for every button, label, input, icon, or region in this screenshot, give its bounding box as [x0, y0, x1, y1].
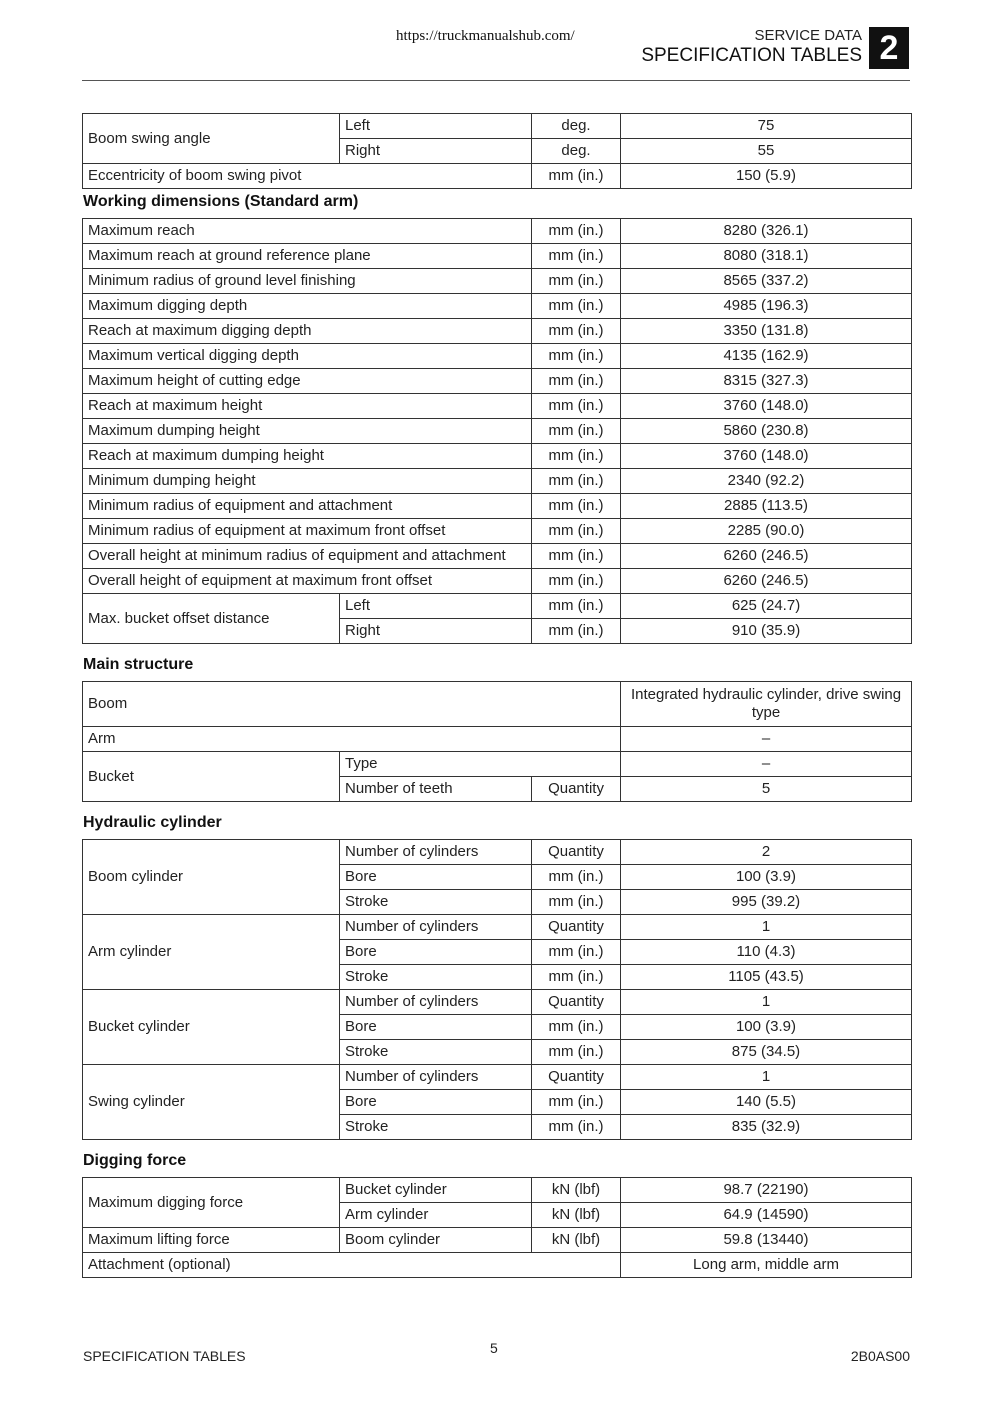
table-row	[83, 244, 912, 269]
dimension-label: Minimum dumping height	[83, 469, 532, 494]
table-row	[83, 1253, 912, 1278]
bucket-type-label: Type	[340, 752, 621, 777]
cylinder-name: Bucket cylinder	[83, 990, 340, 1065]
cylinder-param-unit: mm (in.)	[532, 1115, 621, 1140]
dimension-value: 6260 (246.5)	[621, 544, 912, 569]
cylinder-param-unit: mm (in.)	[532, 1090, 621, 1115]
cylinder-param-label: Stroke	[340, 1115, 532, 1140]
dimension-unit: mm (in.)	[532, 494, 621, 519]
table-row	[83, 752, 912, 777]
cylinder-param-unit: Quantity	[532, 915, 621, 940]
cylinder-param-label: Bore	[340, 1090, 532, 1115]
table-row	[83, 269, 912, 294]
header-section: SERVICE DATA	[754, 27, 862, 44]
offset-right-value: 910 (35.9)	[621, 619, 912, 644]
table-row	[83, 727, 912, 752]
cylinder-param-value: 100 (3.9)	[621, 1015, 912, 1040]
bucket-cylinder-label: Bucket cylinder	[340, 1178, 532, 1203]
header-title: SPECIFICATION TABLES	[641, 45, 862, 66]
cylinder-param-value: 875 (34.5)	[621, 1040, 912, 1065]
cylinder-param-value: 2	[621, 840, 912, 865]
dimension-value: 6260 (246.5)	[621, 569, 912, 594]
dimension-value: 3760 (148.0)	[621, 394, 912, 419]
dimension-unit: mm (in.)	[532, 569, 621, 594]
table-row	[83, 594, 912, 619]
cylinder-param-unit: Quantity	[532, 840, 621, 865]
dimension-unit: mm (in.)	[532, 419, 621, 444]
dimension-unit: mm (in.)	[532, 544, 621, 569]
dimension-unit: mm (in.)	[532, 469, 621, 494]
table-row	[83, 1178, 912, 1203]
boom-label: Boom	[83, 682, 621, 727]
dimension-value: 5860 (230.8)	[621, 419, 912, 444]
dimension-label: Minimum radius of equipment and attachment	[83, 494, 532, 519]
cylinder-param-unit: mm (in.)	[532, 940, 621, 965]
dimension-unit: mm (in.)	[532, 519, 621, 544]
cylinder-name: Arm cylinder	[83, 915, 340, 990]
dimension-value: 3760 (148.0)	[621, 444, 912, 469]
max-digging-force-label: Maximum digging force	[83, 1178, 340, 1228]
cylinder-param-value: 140 (5.5)	[621, 1090, 912, 1115]
table-row	[83, 1065, 912, 1090]
dimension-value: 4135 (162.9)	[621, 344, 912, 369]
bucket-label: Bucket	[83, 752, 340, 802]
table-row	[83, 494, 912, 519]
dimension-label: Maximum height of cutting edge	[83, 369, 532, 394]
cylinder-param-label: Bore	[340, 865, 532, 890]
table-row	[83, 394, 912, 419]
dimension-unit: mm (in.)	[532, 369, 621, 394]
cylinder-name: Boom cylinder	[83, 840, 340, 915]
dimension-unit: mm (in.)	[532, 219, 621, 244]
cylinder-param-label: Number of cylinders	[340, 1065, 532, 1090]
table-row	[83, 569, 912, 594]
swing-right-label: Right	[340, 139, 532, 164]
digging-force-table	[82, 1177, 912, 1278]
header-titles	[641, 27, 862, 67]
cylinder-param-label: Number of cylinders	[340, 990, 532, 1015]
table-row	[83, 444, 912, 469]
eccentricity-value: 150 (5.9)	[621, 164, 912, 189]
cylinder-param-value: 1	[621, 915, 912, 940]
table-row	[83, 990, 912, 1015]
arm-cylinder-unit: kN (lbf)	[532, 1203, 621, 1228]
table-row	[83, 682, 912, 727]
teeth-label: Number of teeth	[340, 777, 532, 802]
cylinder-param-label: Stroke	[340, 1040, 532, 1065]
main-structure-table	[82, 681, 912, 802]
dimension-value: 8080 (318.1)	[621, 244, 912, 269]
boom-cylinder-unit: kN (lbf)	[532, 1228, 621, 1253]
dimension-unit: mm (in.)	[532, 394, 621, 419]
attachment-value: Long arm, middle arm	[621, 1253, 912, 1278]
dimension-label: Reach at maximum height	[83, 394, 532, 419]
cylinder-param-value: 110 (4.3)	[621, 940, 912, 965]
swing-table	[82, 113, 912, 189]
dimension-label: Maximum reach at ground reference plane	[83, 244, 532, 269]
dimension-value: 8315 (327.3)	[621, 369, 912, 394]
dimension-label: Overall height of equipment at maximum front offset	[83, 569, 532, 594]
digging-force-heading: Digging force	[83, 1152, 187, 1169]
bucket-offset-label: Max. bucket offset distance	[83, 594, 340, 644]
cylinder-param-value: 995 (39.2)	[621, 890, 912, 915]
swing-left-value: 75	[621, 114, 912, 139]
document-code: 2B0AS00	[850, 1348, 910, 1364]
arm-value: –	[621, 727, 912, 752]
dimension-label: Maximum reach	[83, 219, 532, 244]
footer-title: SPECIFICATION TABLES	[83, 1348, 246, 1364]
dimension-label: Maximum digging depth	[83, 294, 532, 319]
dimension-unit: mm (in.)	[532, 269, 621, 294]
cylinder-param-unit: mm (in.)	[532, 965, 621, 990]
working-dimensions-heading: Working dimensions (Standard arm)	[83, 193, 359, 210]
bucket-cylinder-value: 98.7 (22190)	[621, 1178, 912, 1203]
main-structure-heading: Main structure	[83, 656, 194, 673]
dimension-label: Maximum dumping height	[83, 419, 532, 444]
eccentricity-label: Eccentricity of boom swing pivot	[83, 164, 532, 189]
table-row	[83, 369, 912, 394]
table-row	[83, 519, 912, 544]
eccentricity-unit: mm (in.)	[532, 164, 621, 189]
cylinder-param-label: Stroke	[340, 890, 532, 915]
cylinder-param-value: 1	[621, 1065, 912, 1090]
cylinder-param-value: 1105 (43.5)	[621, 965, 912, 990]
cylinder-name: Swing cylinder	[83, 1065, 340, 1140]
dimension-label: Reach at maximum dumping height	[83, 444, 532, 469]
dimension-value: 8280 (326.1)	[621, 219, 912, 244]
offset-right-unit: mm (in.)	[532, 619, 621, 644]
cylinder-param-label: Number of cylinders	[340, 840, 532, 865]
cylinder-param-unit: mm (in.)	[532, 1015, 621, 1040]
cylinder-param-label: Bore	[340, 1015, 532, 1040]
dimension-unit: mm (in.)	[532, 444, 621, 469]
bucket-cylinder-unit: kN (lbf)	[532, 1178, 621, 1203]
swing-right-unit: deg.	[532, 139, 621, 164]
table-row	[83, 164, 912, 189]
dimension-unit: mm (in.)	[532, 294, 621, 319]
bucket-type-value: –	[621, 752, 912, 777]
dimension-label: Overall height at minimum radius of equipment and attachment	[83, 544, 532, 569]
table-row	[83, 840, 912, 865]
table-row	[83, 344, 912, 369]
offset-left-value: 625 (24.7)	[621, 594, 912, 619]
header-url: https://truckmanualshub.com/	[396, 28, 575, 44]
table-row	[83, 1228, 912, 1253]
boom-swing-angle-label: Boom swing angle	[83, 114, 340, 164]
dimension-unit: mm (in.)	[532, 319, 621, 344]
swing-right-value: 55	[621, 139, 912, 164]
table-row	[83, 294, 912, 319]
swing-left-label: Left	[340, 114, 532, 139]
dimension-value: 2885 (113.5)	[621, 494, 912, 519]
cylinder-param-unit: Quantity	[532, 1065, 621, 1090]
arm-cylinder-label: Arm cylinder	[340, 1203, 532, 1228]
boom-value: Integrated hydraulic cylinder, drive swing type	[621, 682, 912, 727]
boom-cylinder-value: 59.8 (13440)	[621, 1228, 912, 1253]
cylinder-param-label: Stroke	[340, 965, 532, 990]
offset-left-unit: mm (in.)	[532, 594, 621, 619]
dimension-label: Reach at maximum digging depth	[83, 319, 532, 344]
cylinder-param-label: Number of cylinders	[340, 915, 532, 940]
swing-left-unit: deg.	[532, 114, 621, 139]
table-row	[83, 419, 912, 444]
boom-cylinder-label: Boom cylinder	[340, 1228, 532, 1253]
cylinder-param-value: 835 (32.9)	[621, 1115, 912, 1140]
table-row	[83, 219, 912, 244]
table-row	[83, 114, 912, 139]
cylinder-param-unit: mm (in.)	[532, 865, 621, 890]
header-divider	[82, 80, 910, 81]
dimension-value: 3350 (131.8)	[621, 319, 912, 344]
max-lifting-force-label: Maximum lifting force	[83, 1228, 340, 1253]
dimension-label: Maximum vertical digging depth	[83, 344, 532, 369]
dimension-label: Minimum radius of equipment at maximum front offset	[83, 519, 532, 544]
offset-right-label: Right	[340, 619, 532, 644]
arm-cylinder-value: 64.9 (14590)	[621, 1203, 912, 1228]
cylinder-param-unit: mm (in.)	[532, 1040, 621, 1065]
cylinder-param-value: 1	[621, 990, 912, 1015]
hydraulic-cylinder-heading: Hydraulic cylinder	[83, 814, 222, 831]
dimension-value: 8565 (337.2)	[621, 269, 912, 294]
dimension-label: Minimum radius of ground level finishing	[83, 269, 532, 294]
teeth-unit: Quantity	[532, 777, 621, 802]
arm-label: Arm	[83, 727, 621, 752]
cylinder-param-unit: mm (in.)	[532, 890, 621, 915]
dimension-unit: mm (in.)	[532, 344, 621, 369]
table-row	[83, 915, 912, 940]
teeth-value: 5	[621, 777, 912, 802]
page-number: 5	[490, 1340, 498, 1356]
table-row	[83, 319, 912, 344]
offset-left-label: Left	[340, 594, 532, 619]
dimension-value: 2285 (90.0)	[621, 519, 912, 544]
chapter-badge: 2	[869, 27, 909, 69]
cylinder-param-unit: Quantity	[532, 990, 621, 1015]
table-row	[83, 469, 912, 494]
dimension-value: 4985 (196.3)	[621, 294, 912, 319]
hydraulic-cylinder-table	[82, 839, 912, 1140]
table-row	[83, 544, 912, 569]
working-dimensions-table	[82, 218, 912, 644]
attachment-label: Attachment (optional)	[83, 1253, 621, 1278]
cylinder-param-value: 100 (3.9)	[621, 865, 912, 890]
dimension-unit: mm (in.)	[532, 244, 621, 269]
cylinder-param-label: Bore	[340, 940, 532, 965]
dimension-value: 2340 (92.2)	[621, 469, 912, 494]
